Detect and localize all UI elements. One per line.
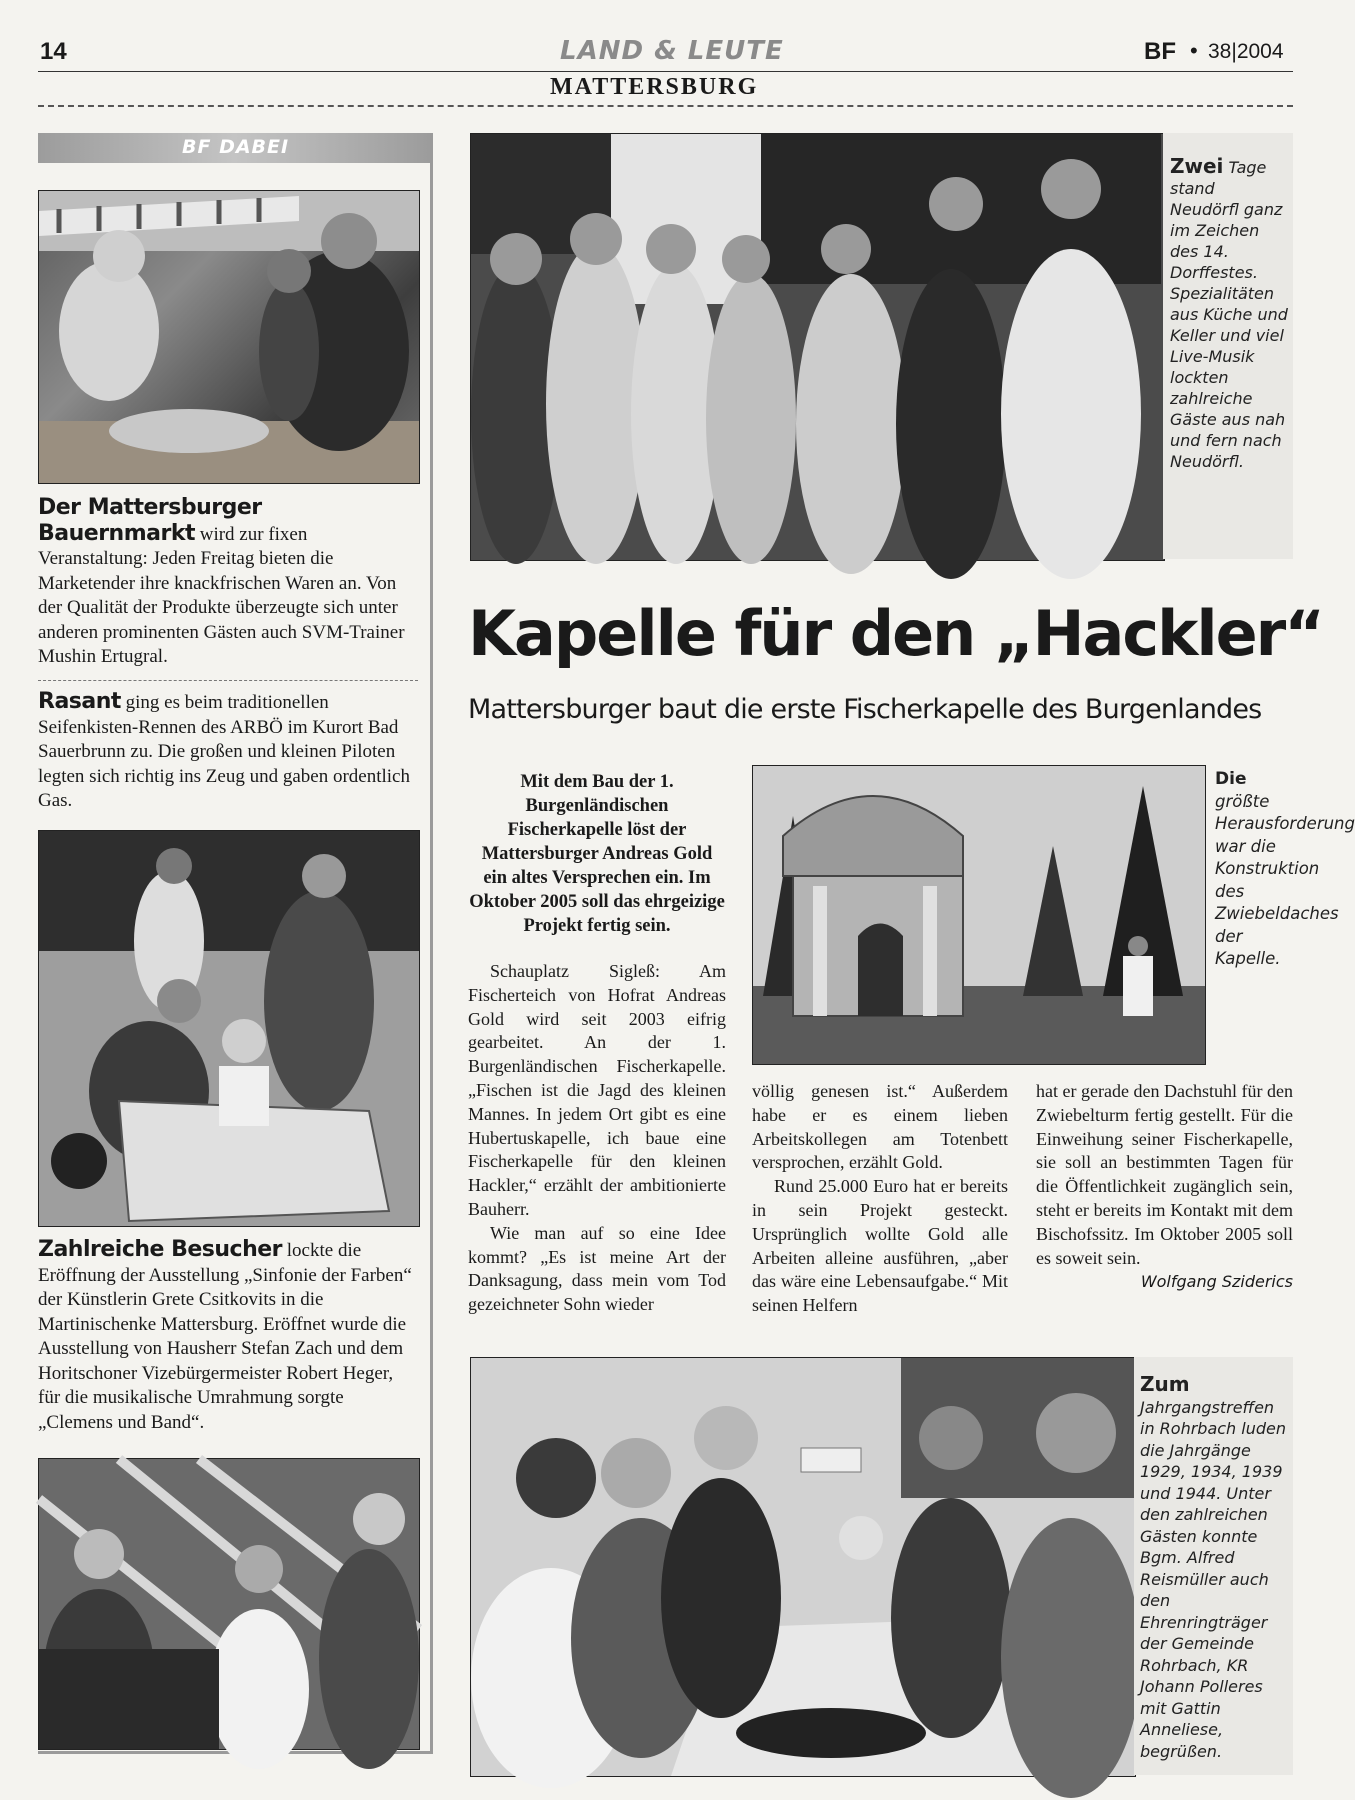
header-dashed-rule [38, 105, 1293, 107]
article-subheadline: Mattersburger baut die erste Fischerkapelle des Burgenlandes [468, 694, 1262, 725]
sidebar-story-exhibition [38, 1238, 418, 1435]
region-title: MATTERSBURG [550, 74, 759, 100]
story-lead: Der Mattersburger Bauernmarkt [38, 495, 262, 546]
article-column-1 [468, 960, 726, 1317]
story-text: wird zur fixen Veranstaltung: Jeden Freitag bieten die Marketender ihre knackfrischen Waren an. Von der Qualität der Produkte überzeugte sich unter anderen prominenten Gästen auch SVM-Trainer Mushin Ertugral. [38, 523, 405, 667]
story-text: ging es beim traditionellen Seifenkisten-Rennen des ARBÖ im Kurort Bad Sauerbrunn zu. Die großen und kleinen Piloten legten sich richtig ins Zeug und gaben ordentlich Gas. [38, 692, 410, 811]
chapel-photo [752, 765, 1206, 1065]
caption-text: Tage stand Neudörfl ganz im Zeichen des 14. Dorffestes. Spezialitäten aus Küche und Keller und viel Live-Musik lockten zahlreiche Gäste aus nah und fern nach Neudörfl. [1170, 158, 1288, 471]
sidebar-story-race [38, 690, 418, 814]
story-lead: Zahlreiche Besucher [38, 1237, 283, 1262]
story-text: lockte die Eröffnung der Ausstellung „Sinfonie der Farben“ der Künstlerin Grete Csitkovits in die Martinischenke Mattersburg. Eröffnet wurde die Ausstellung von Hausherr Stefan Zach und dem Horitschoner Vizebürgermeister Robert Heger, für die musikalische Umrahmung sorgte „Clemens und Band“. [38, 1240, 412, 1433]
article-headline: Kapelle für den „Hackler“ [468, 597, 1323, 670]
market-photo [38, 190, 420, 484]
article-intro: Mit dem Bau der 1. Burgenländischen Fischerkapelle löst der Mattersburger Andreas Gold ein altes Versprechen ein. Im Oktober 2005 soll das ehrgeizige Projekt fertig sein. [469, 772, 725, 936]
sidebar-story-market [38, 496, 418, 670]
article-column-3 [1036, 1080, 1293, 1294]
paragraph: Wie man auf so eine Idee kommt? „Es ist meine Art der Danksagung, dass mein vom Tod gezeichneter Sohn wieder [468, 1222, 726, 1315]
dorffest-photo [470, 133, 1165, 561]
exhibition-photo [38, 1458, 420, 1750]
paragraph: Rund 25.000 Euro hat er bereits in sein Projekt gesteckt. Ursprünglich wollte Gold alle Arbeiten alleine ausführen, „aber das wäre eine Lebensaufgabe.“ Mit seinen Helfern [752, 1176, 1008, 1316]
issue-number: 38|2004 [1208, 40, 1284, 63]
sidebar-heading: BF DABEI [182, 136, 290, 158]
paragraph: völlig genesen ist.“ Außerdem habe er es einem lieben Arbeitskollegen am Totenbett versprochen, erzählt Gold. [752, 1081, 1008, 1173]
caption-lead: Zwei [1170, 154, 1224, 178]
paragraph: hat er gerade den Dachstuhl für den Zwiebelturm fertig gestellt. Für die Einweihung seiner Fischerkapelle, sie soll an bestimmten Tagen für die Öffentlichkeit zugänglich sein, steht er bereits im Kontakt mit dem Bischofssitz. Im Oktober 2005 soll es soweit sein. [1036, 1081, 1293, 1268]
paragraph: Schauplatz Sigleß: Am Fischerteich von Hofrat Andreas Gold wird seit 2003 eifrig gearbeitet. An der 1. Burgenländischen Fischerkapelle. „Fischen ist die Jagd des kleinen Mannes. In jedem Ort gibt es eine Hubertuskapelle, ich baue eine Fischerkapelle für den kleinen Hackler,“ erzählt der ambitionierte Bauherr. [468, 961, 726, 1219]
chapel-caption [1215, 768, 1355, 971]
caption-text: Jahrgangstreffen in Rohrbach luden die Jahrgänge 1929, 1934, 1939 und 1944. Unter den zahlreichen Gästen konnte Bgm. Alfred Reismüller auch den Ehrenringträger der Gemeinde Rohrbach, KR Johann Polleres mit Gattin Anneliese, begrüßen. [1140, 1397, 1287, 1761]
article-author: Wolfgang Sziderics [1140, 1272, 1293, 1292]
publication-name: BF [1144, 38, 1176, 65]
caption-lead: Die [1215, 769, 1247, 789]
caption-text: größte Herausforderung war die Konstruktion des Zwiebeldaches der Kapelle. [1215, 791, 1355, 968]
header-bullet: • [1190, 38, 1198, 63]
page-number: 14 [40, 38, 67, 65]
story-lead: Rasant [38, 689, 121, 714]
sidebar-divider [38, 680, 418, 681]
dorffest-caption [1170, 156, 1288, 472]
header-rule [38, 71, 1293, 72]
article-column-2 [752, 1080, 1008, 1318]
jahrgangstreffen-caption [1140, 1374, 1290, 1762]
soapbox-race-photo [38, 830, 420, 1227]
jahrgangstreffen-photo [470, 1357, 1136, 1777]
section-title: LAND & LEUTE [560, 36, 784, 66]
caption-lead: Zum [1140, 1372, 1190, 1396]
